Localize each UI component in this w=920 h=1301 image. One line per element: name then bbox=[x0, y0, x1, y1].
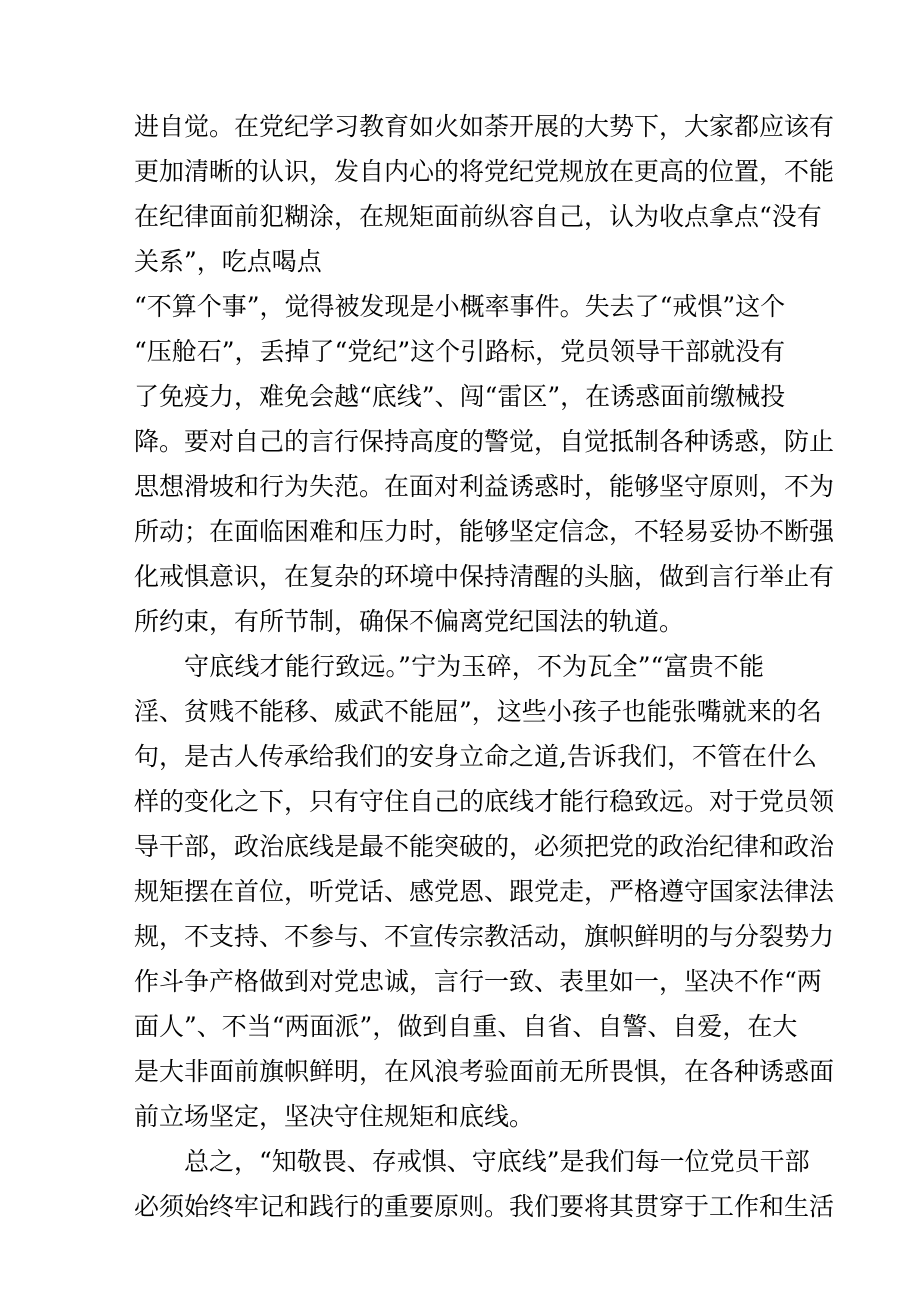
text-line: 进自觉。在党纪学习教育如火如荼开展的大势下，大家都应该有 bbox=[134, 112, 835, 141]
text-line: 规，不支持、不参与、不宣传宗教活动，旗帜鲜明的与分裂势力 bbox=[134, 922, 835, 951]
text-line: 淫、贫贱不能移、威武不能屈”，这些小孩子也能张嘴就来的名 bbox=[134, 697, 822, 726]
text-line: 更加清晰的认识，发自内心的将党纪党规放在更高的位置，不能 bbox=[134, 157, 835, 186]
paragraph-first-line: 总之，“知敬畏、存戒惧、守底线”是我们每一位党员干部 bbox=[184, 1147, 810, 1176]
text-line: 关系”，吃点喝点 bbox=[134, 247, 322, 276]
text-line: 所约束，有所节制，确保不偏离党纪国法的轨道。 bbox=[134, 607, 685, 636]
text-line: 导干部，政治底线是最不能突破的，必须把党的政治纪律和政治 bbox=[134, 832, 835, 861]
text-line: 化戒惧意识，在复杂的环境中保持清醒的头脑，做到言行举止有 bbox=[134, 562, 835, 591]
text-line: 面人”、不当“两面派”，做到自重、自省、自警、自爱，在大 bbox=[134, 1012, 798, 1041]
text-line: 是大非面前旗帜鲜明，在风浪考验面前无所畏惧，在各种诱惑面 bbox=[134, 1057, 835, 1086]
text-line: 降。要对自己的言行保持高度的警觉，自觉抵制各种诱惑，防止 bbox=[134, 427, 835, 456]
text-line: “不算个事”，觉得被发现是小概率事件。失去了“戒惧”这个 bbox=[134, 292, 786, 321]
text-line: 前立场坚定，坚决守住规矩和底线。 bbox=[134, 1102, 535, 1131]
paragraph-first-line: 守底线才能行致远。”宁为玉碎，不为瓦全”“富贵不能 bbox=[184, 652, 764, 681]
text-line: “压舱石”，丢掉了“党纪”这个引路标，党员领导干部就没有 bbox=[134, 337, 786, 366]
text-line: 样的变化之下，只有守住自己的底线才能行稳致远。对于党员领 bbox=[134, 787, 835, 816]
text-line: 必须始终牢记和践行的重要原则。我们要将其贯穿于工作和生活 bbox=[134, 1192, 835, 1221]
text-line: 思想滑坡和行为失范。在面对利益诱惑时，能够坚守原则，不为 bbox=[134, 472, 835, 501]
text-line: 句，是古人传承给我们的安身立命之道,告诉我们，不管在什么 bbox=[134, 742, 817, 771]
text-line: 作斗争产格做到对党忠诚，言行一致、表里如一，坚决不作“两 bbox=[134, 967, 822, 996]
text-line: 在纪律面前犯糊涂，在规矩面前纵容自己，认为收点拿点“没有 bbox=[134, 202, 822, 231]
text-line: 所动；在面临困难和压力时，能够坚定信念，不轻易妥协不断强 bbox=[134, 517, 835, 546]
text-line: 了免疫力，难免会越“底线”、闯“雷区”，在诱惑面前缴械投 bbox=[134, 382, 786, 411]
text-line: 规矩摆在首位，听党话、感党恩、跟党走，严格遵守国家法律法 bbox=[134, 877, 835, 906]
